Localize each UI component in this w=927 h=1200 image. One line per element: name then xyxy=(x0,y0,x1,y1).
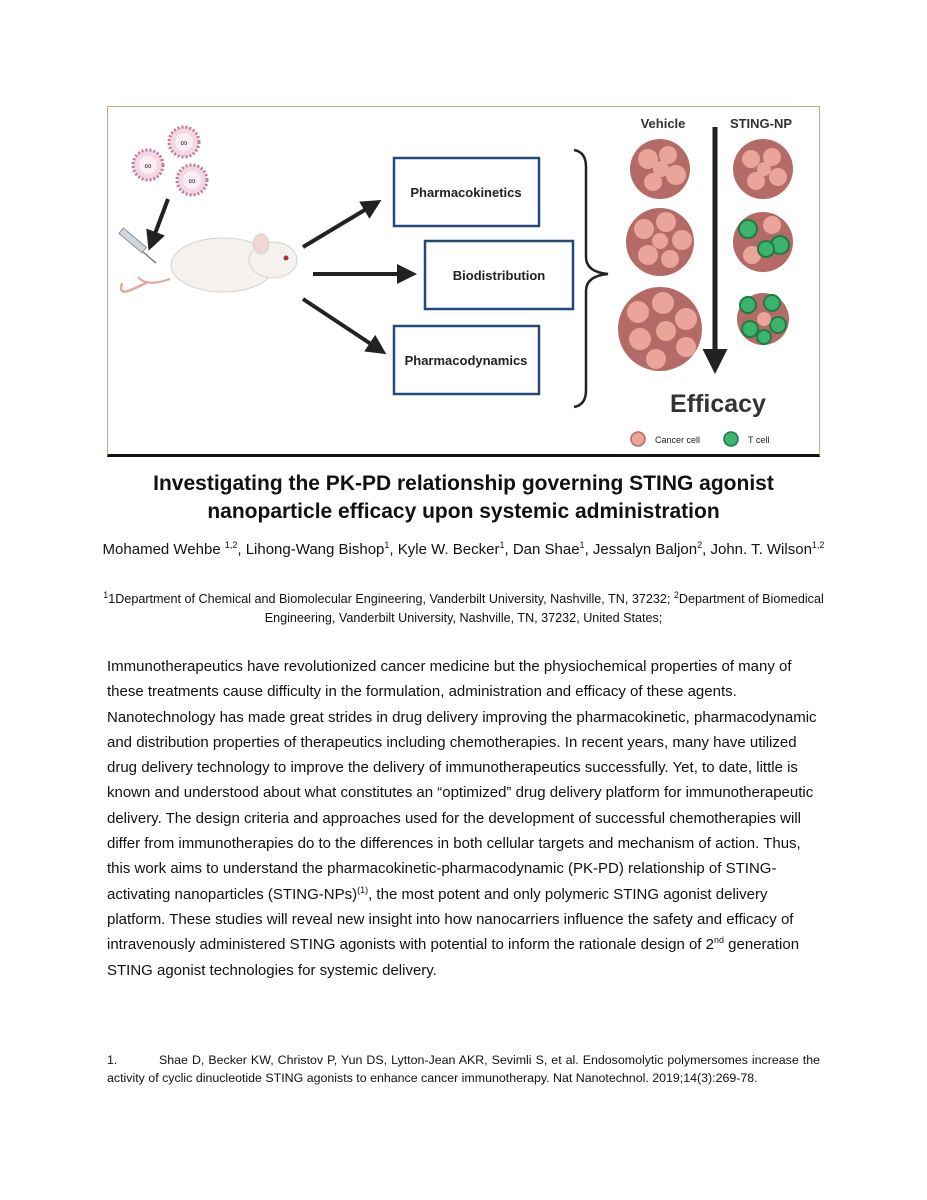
affil-sup: 1 xyxy=(103,589,109,600)
nanoparticle-icon xyxy=(133,150,163,180)
graphical-abstract-figure xyxy=(107,106,820,457)
reference-entry xyxy=(107,1051,820,1087)
author-name: , Lihong-Wang Bishop xyxy=(237,541,385,558)
author-name: Mohamed Wehbe xyxy=(102,541,225,558)
bd-box-label: Biodistribution xyxy=(452,268,546,283)
author-affil-sup: 1 xyxy=(384,540,390,550)
author-affil-sup: 1,2 xyxy=(811,540,825,550)
efficacy-label: Efficacy xyxy=(670,390,766,418)
author-name: , Kyle W. Becker xyxy=(389,541,500,558)
ordinal-sup: nd xyxy=(714,935,725,946)
affil-sup: 2 xyxy=(673,589,679,600)
sting-np-tumor-2 xyxy=(733,212,793,272)
sting-np-tumor-1 xyxy=(733,139,793,199)
abstract-paragraph xyxy=(107,654,823,983)
mouse-icon xyxy=(121,234,297,292)
author-affil-sup: 2 xyxy=(697,540,703,550)
author-name: , Jessalyn Baljon xyxy=(584,541,698,558)
author-name: , Dan Shae xyxy=(504,541,580,558)
author-affil-sup: 1,2 xyxy=(224,540,238,550)
abstract-text: , the most potent and only polymeric STING agonist delivery platform. These studies will reveal new insight into how nanocarriers influence the safety and efficacy of intravenously administered STING agonists with potential to inform the rationale design of 2 xyxy=(107,885,794,954)
injection-arrow xyxy=(150,199,168,247)
curly-brace xyxy=(574,150,608,407)
vehicle-tumor-medium xyxy=(626,208,694,276)
vehicle-tumor-small xyxy=(630,139,690,199)
legend-tcell-swatch xyxy=(724,432,738,446)
vehicle-label: Vehicle xyxy=(640,116,686,131)
arrow-to-pk xyxy=(303,202,378,247)
svg-text:∞: ∞ xyxy=(144,161,152,172)
svg-text:∞: ∞ xyxy=(180,138,188,149)
legend-tcell-label: T cell xyxy=(748,435,770,445)
affil-text: 1Department of Chemical and Biomolecular Engineering, Vanderbilt University, Nashville, TN, 37232; xyxy=(108,592,674,606)
author-affil-sup: 1 xyxy=(499,540,505,550)
sting-np-tumor-3 xyxy=(737,293,789,345)
title-line-1: Investigating the PK-PD relationship governing STING agonist xyxy=(153,472,774,495)
legend-cancer-label: Cancer cell xyxy=(655,435,701,445)
reference-number: 1. xyxy=(107,1053,118,1067)
sting-np-label: STING-NP xyxy=(729,116,793,131)
reference-text: Shae D, Becker KW, Christov P, Yun DS, Lytton-Jean AKR, Sevimli S, et al. Endosomolytic polymersomes increase the activity of cyclic dinucleotide STING agonists to enhance cancer immunotherapy. Nat Nanotechnol. 2019;14(3):269-78. xyxy=(107,1053,820,1085)
title-line-2: nanoparticle efficacy upon systemic administration xyxy=(207,500,720,523)
nanoparticle-icon xyxy=(169,127,199,157)
author-name: , John. T. Wilson xyxy=(702,541,812,558)
pk-box-label: Pharmacokinetics xyxy=(410,185,522,200)
abstract-text: Immunotherapeutics have revolutionized cancer medicine but the physiochemical properties of many of these treatments cause difficulty in the formulation, administration and efficacy of these agents. Nanotechnology has made great strides in drug delivery improving the pharmacokinetic, pharmacodynamic and distribution properties of therapeutics including chemotherapies. In recent years, many have utilized drug delivery technology to improve the delivery of immunotherapeutics successfully. Yet, to date, little is known and understood about what constitutes an “optimized” drug delivery platform for immunotherapeutic delivery. The design criteria and approaches used for the development of successful chemotherapies will differ from immunotherapies do to the differences in both cellular targets and mechanism of action. Thus, this work aims to understand the pharmacokinetic-pharmacodynamic (PK-PD) relationship of STING-activating nanoparticles (STING-NPs) xyxy=(107,658,817,903)
pd-box-label: Pharmacodynamics xyxy=(404,353,528,368)
author-list xyxy=(100,539,827,560)
figure-svg xyxy=(108,107,819,455)
citation-sup: (1) xyxy=(357,884,369,895)
affiliations xyxy=(100,590,827,628)
vehicle-tumor-large xyxy=(618,287,702,371)
affil-text: Department of Biomedical Engineering, Vanderbilt University, Nashville, TN, 37232, United States; xyxy=(264,592,824,625)
abstract-text: generation STING agonist technologies for systemic delivery. xyxy=(107,936,800,979)
nanoparticle-icon xyxy=(177,165,207,195)
arrow-to-pd xyxy=(303,299,383,352)
legend-cancer-swatch xyxy=(631,432,645,446)
svg-text:∞: ∞ xyxy=(188,176,196,187)
author-affil-sup: 1 xyxy=(579,540,585,550)
paper-title xyxy=(100,470,827,526)
